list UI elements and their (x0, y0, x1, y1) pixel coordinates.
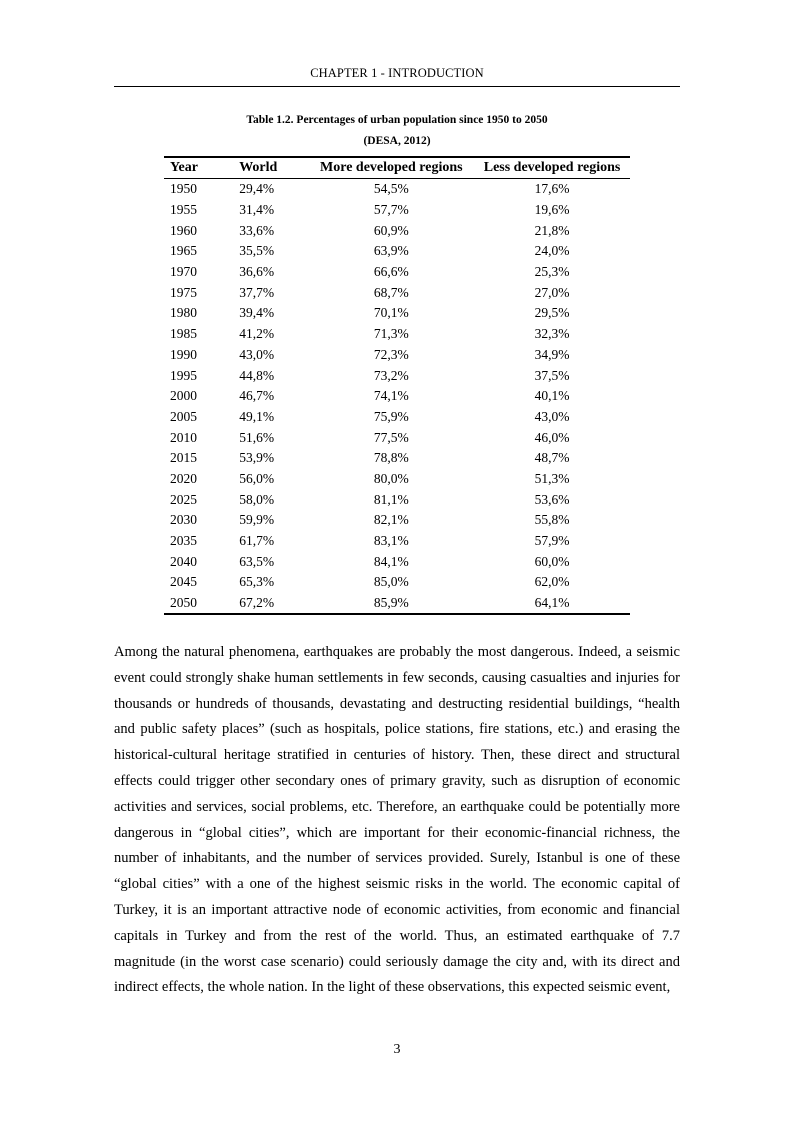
cell-more-developed: 72,3% (373, 346, 409, 362)
table-row (164, 303, 630, 324)
cell-year: 2040 (170, 553, 197, 569)
cell-world: 61,7% (239, 533, 275, 549)
table-row (164, 572, 630, 593)
cell-world: 56,0% (239, 470, 275, 486)
cell-more-developed: 73,2% (373, 367, 409, 383)
cell-more-developed: 82,1% (373, 512, 409, 528)
table-row (164, 489, 630, 510)
cell-year: 1950 (170, 181, 197, 197)
cell-world: 63,5% (239, 553, 275, 569)
cell-world: 31,4% (239, 202, 275, 218)
cell-less-developed: 27,0% (534, 284, 570, 300)
table-row (164, 220, 630, 241)
table-body (164, 179, 630, 615)
table-row (164, 241, 630, 262)
cell-year: 2000 (170, 388, 197, 404)
cell-world: 41,2% (239, 326, 275, 342)
cell-world: 33,6% (239, 222, 275, 238)
table-row (164, 407, 630, 428)
urban-population-table (164, 156, 630, 615)
cell-more-developed: 80,0% (373, 470, 409, 486)
cell-year: 1970 (170, 264, 197, 280)
cell-less-developed: 24,0% (534, 243, 570, 259)
cell-more-developed: 70,1% (373, 305, 409, 321)
cell-less-developed: 29,5% (534, 305, 570, 321)
chapter-header: CHAPTER 1 - INTRODUCTION (310, 66, 484, 80)
cell-year: 1960 (170, 222, 197, 238)
cell-year: 1990 (170, 346, 197, 362)
column-header-year: Year (164, 157, 233, 179)
cell-more-developed: 77,5% (373, 429, 409, 445)
table-row (164, 200, 630, 221)
cell-world: 53,9% (239, 450, 275, 466)
cell-year: 1975 (170, 284, 197, 300)
cell-more-developed: 66,6% (373, 264, 409, 280)
column-header-world: World (233, 157, 308, 179)
cell-year: 2025 (170, 491, 197, 507)
cell-year: 1980 (170, 305, 197, 321)
cell-more-developed: 60,9% (373, 222, 409, 238)
cell-less-developed: 25,3% (534, 264, 570, 280)
cell-more-developed: 63,9% (373, 243, 409, 259)
cell-world: 35,5% (239, 243, 275, 259)
cell-year: 2015 (170, 450, 197, 466)
cell-world: 29,4% (239, 181, 275, 197)
cell-less-developed: 55,8% (534, 512, 570, 528)
cell-year: 2045 (170, 574, 197, 590)
cell-year: 2035 (170, 533, 197, 549)
cell-less-developed: 34,9% (534, 346, 570, 362)
cell-world: 37,7% (239, 284, 275, 300)
cell-less-developed: 46,0% (534, 429, 570, 445)
cell-world: 65,3% (239, 574, 275, 590)
table-row (164, 531, 630, 552)
column-header-more-developed: More developed regions (309, 157, 475, 179)
cell-year: 2050 (164, 593, 233, 615)
cell-more-developed: 71,3% (373, 326, 409, 342)
table-row (164, 365, 630, 386)
cell-world: 51,6% (239, 429, 275, 445)
cell-more-developed: 85,9% (309, 593, 475, 615)
cell-less-developed: 51,3% (534, 470, 570, 486)
cell-more-developed: 85,0% (373, 574, 409, 590)
cell-less-developed: 60,0% (534, 553, 570, 569)
cell-world: 44,8% (239, 367, 275, 383)
cell-year: 2010 (170, 429, 197, 445)
cell-world: 67,2% (233, 593, 308, 615)
cell-world: 58,0% (239, 491, 275, 507)
cell-more-developed: 78,8% (373, 450, 409, 466)
cell-world: 36,6% (239, 264, 275, 280)
cell-year: 1965 (170, 243, 197, 259)
cell-world: 46,7% (239, 388, 275, 404)
cell-more-developed: 54,5% (373, 181, 409, 197)
table-row (164, 282, 630, 303)
cell-less-developed: 32,3% (534, 326, 570, 342)
cell-less-developed: 17,6% (534, 181, 570, 197)
cell-year: 1995 (170, 367, 197, 383)
table-source: (DESA, 2012) (363, 135, 431, 147)
table-row (164, 448, 630, 469)
cell-more-developed: 74,1% (373, 388, 409, 404)
page-number: 3 (393, 1042, 401, 1057)
cell-year: 2005 (170, 408, 197, 424)
table-caption: Table 1.2. Percentages of urban population since 1950 to 2050 (246, 114, 548, 126)
table-row (164, 386, 630, 407)
cell-less-developed: 40,1% (534, 388, 570, 404)
cell-less-developed: 19,6% (534, 202, 570, 218)
table-row (164, 427, 630, 448)
cell-more-developed: 75,9% (373, 408, 409, 424)
cell-more-developed: 83,1% (373, 533, 409, 549)
table-row (164, 593, 630, 615)
table-row (164, 345, 630, 366)
cell-more-developed: 81,1% (373, 491, 409, 507)
cell-less-developed: 37,5% (534, 367, 570, 383)
cell-world: 59,9% (239, 512, 275, 528)
cell-less-developed: 43,0% (534, 408, 570, 424)
table-row (164, 551, 630, 572)
cell-less-developed: 64,1% (474, 593, 630, 615)
cell-world: 39,4% (239, 305, 275, 321)
table-row (164, 469, 630, 490)
body-paragraph: Among the natural phenomena, earthquakes are probably the most dangerous. Indeed, a seismic event could strongly shake human settlements in few seconds, causing casualties and injuries for thousands or hundreds of thousands, devastating and destructing residential buildings, “health and public safety places” (such as hospitals, police stations, fire stations, etc.) and erasing the historical-cultural heritage stratified in centuries of history. Then, these direct and structural effects could trigger other secondary ones of primary gravity, such as disruption of economic activities and services, social problems, etc. Therefore, an earthquake could be potentially more dangerous in “global cities”, which are important for their economic-financial richness, the number of inhabitants, and the number of services provided. Surely, Istanbul is one of these “global cities” with a one of the highest seismic risks in the world. The economic capital of Turkey, it is an important attractive node of economic activities, from economic and financial capitals in Turkey and from the rest of the world. Thus, an estimated earthquake of 7.7 magnitude (in the worst case scenario) could seriously damage the city and, with its direct and indirect effects, the whole nation. In the light of these observations, this expected seismic event, (114, 644, 680, 996)
cell-more-developed: 68,7% (373, 284, 409, 300)
cell-less-developed: 21,8% (534, 222, 570, 238)
cell-year: 1955 (170, 202, 197, 218)
table-row (164, 179, 630, 200)
header-rule (114, 86, 680, 87)
cell-year: 2020 (170, 470, 197, 486)
cell-more-developed: 84,1% (373, 553, 409, 569)
cell-more-developed: 57,7% (373, 202, 409, 218)
column-header-less-developed: Less developed regions (474, 157, 630, 179)
cell-world: 49,1% (239, 408, 275, 424)
cell-less-developed: 57,9% (534, 533, 570, 549)
table-row (164, 324, 630, 345)
cell-less-developed: 53,6% (534, 491, 570, 507)
cell-less-developed: 48,7% (534, 450, 570, 466)
table-header-row (164, 157, 630, 179)
cell-year: 2030 (170, 512, 197, 528)
cell-less-developed: 62,0% (534, 574, 570, 590)
cell-world: 43,0% (239, 346, 275, 362)
table-row (164, 262, 630, 283)
cell-year: 1985 (170, 326, 197, 342)
table-row (164, 510, 630, 531)
